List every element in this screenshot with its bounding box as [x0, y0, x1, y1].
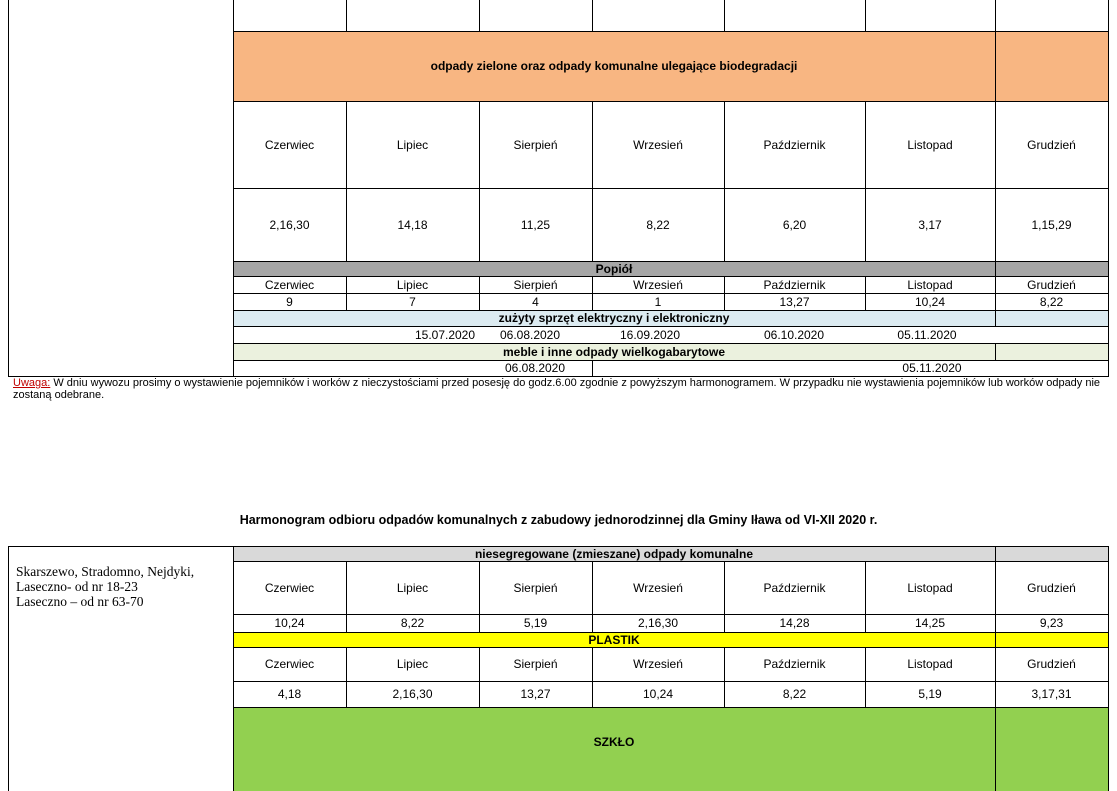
plastic-days-dec: 3,17,31	[1031, 687, 1072, 701]
location-line-1: Skarszewo, Stradomno, Nejdyki,	[16, 564, 195, 579]
ash-month-jul: Lipiec	[396, 277, 429, 292]
ash-title: Popiół	[595, 261, 633, 276]
note-text: W dniu wywozu prosimy o wystawienie pojemników i worków z nieczystościami przed posesję do godz.6.00 zgodnie z powyższym harmonogramem. W przypadku nie wystawienia pojemników lub worków odpady nie zostaną odebrane.	[13, 377, 1101, 401]
bio-month-nov: Listopad	[907, 137, 953, 152]
plastic-days-jun: 4,18	[277, 687, 302, 701]
plastic-month-dec: Grudzień	[1027, 657, 1076, 671]
mixed-month-jun: Czerwiec	[264, 580, 315, 595]
electro-date-3: 16.09.2020	[619, 327, 681, 342]
second-schedule-title: Harmonogram odbioru odpadów komunalnych z zabudowy jednorodzinnej dla Gminy Iława od VI-XII 2020 r.	[239, 513, 878, 527]
location-line-2: Laseczno- od nr 18-23	[16, 579, 138, 594]
bio-days-oct: 6,20	[782, 217, 807, 232]
location-list	[16, 564, 194, 609]
bulky-title: meble i inne odpady wielkogabarytowe	[502, 344, 726, 359]
bio-days-jul: 14,18	[397, 217, 428, 232]
ash-days-sep: 1	[654, 294, 662, 309]
mixed-days-jun: 10,24	[274, 616, 305, 630]
electro-date-2: 06.08.2020	[499, 327, 561, 342]
mixed-month-jul: Lipiec	[396, 580, 429, 595]
ash-month-jun: Czerwiec	[264, 277, 315, 292]
ash-month-oct: Październik	[763, 277, 826, 292]
bio-month-sep: Wrzesień	[633, 137, 683, 152]
ash-month-nov: Listopad	[907, 277, 953, 292]
mixed-title: niesegregowane (zmieszane) odpady komunalne	[474, 546, 754, 561]
bio-days-aug: 11,25	[520, 217, 551, 232]
bio-month-aug: Sierpień	[513, 137, 558, 152]
bulky-date-1: 06.08.2020	[504, 361, 566, 375]
plastic-title: PLASTIK	[588, 632, 640, 647]
mixed-days-sep: 2,16,30	[637, 616, 679, 630]
plastic-days-sep: 10,24	[642, 687, 674, 701]
electro-date-1: 15.07.2020	[414, 327, 476, 342]
ash-days-aug: 4	[532, 294, 539, 309]
plastic-month-aug: Sierpień	[513, 657, 558, 671]
mixed-month-oct: Październik	[763, 580, 826, 595]
plastic-month-jul: Lipiec	[396, 657, 429, 671]
bio-days-sep: 8,22	[646, 217, 670, 232]
bulky-date-2: 05.11.2020	[902, 361, 962, 375]
bio-waste-title: odpady zielone oraz odpady komunalne ulegające biodegradacji	[430, 59, 798, 73]
electro-date-5: 05.11.2020	[897, 327, 957, 342]
mixed-days-oct: 14,28	[779, 616, 810, 630]
ash-month-dec: Grudzień	[1027, 277, 1076, 292]
ash-month-sep: Wrzesień	[633, 277, 683, 292]
plastic-month-jun: Czerwiec	[264, 657, 315, 671]
plastic-month-nov: Listopad	[907, 657, 953, 671]
mixed-month-nov: Listopad	[907, 580, 953, 595]
plastic-month-sep: Wrzesień	[633, 657, 683, 671]
plastic-days-aug: 13,27	[520, 687, 551, 701]
location-line-3: Laseczno – od nr 63-70	[16, 594, 144, 609]
bio-month-dec: Grudzień	[1027, 137, 1076, 152]
bio-days-jun: 2,16,30	[269, 217, 310, 232]
collection-note	[13, 377, 1108, 401]
electro-title: zużyty sprzęt elektryczny i elektroniczny	[498, 311, 730, 325]
plastic-days-jul: 2,16,30	[392, 687, 433, 701]
ash-days-dec: 8,22	[1039, 294, 1064, 309]
mixed-days-dec: 9,23	[1039, 616, 1064, 630]
bio-month-jun: Czerwiec	[264, 137, 315, 152]
ash-days-oct: 13,27	[779, 294, 810, 309]
ash-days-jun: 9	[286, 294, 293, 309]
ash-month-aug: Sierpień	[513, 277, 558, 292]
mixed-month-dec: Grudzień	[1027, 580, 1076, 595]
glass-title: SZKŁO	[593, 735, 635, 749]
mixed-days-nov: 14,25	[914, 616, 946, 630]
note-label: Uwaga:	[13, 377, 51, 389]
mixed-days-aug: 5,19	[523, 616, 548, 630]
ash-days-jul: 7	[409, 294, 416, 309]
electro-date-4: 06.10.2020	[763, 327, 825, 342]
mixed-month-sep: Wrzesień	[633, 580, 683, 595]
mixed-month-aug: Sierpień	[513, 580, 558, 595]
bio-month-jul: Lipiec	[396, 137, 429, 152]
mixed-days-jul: 8,22	[400, 616, 425, 630]
bio-days-dec: 1,15,29	[1031, 217, 1072, 232]
bio-month-oct: Październik	[763, 137, 826, 152]
plastic-month-oct: Październik	[763, 657, 826, 671]
plastic-days-oct: 8,22	[782, 687, 807, 701]
bio-days-nov: 3,17	[918, 217, 942, 232]
ash-days-nov: 10,24	[914, 294, 946, 309]
plastic-days-nov: 5,19	[918, 687, 942, 701]
